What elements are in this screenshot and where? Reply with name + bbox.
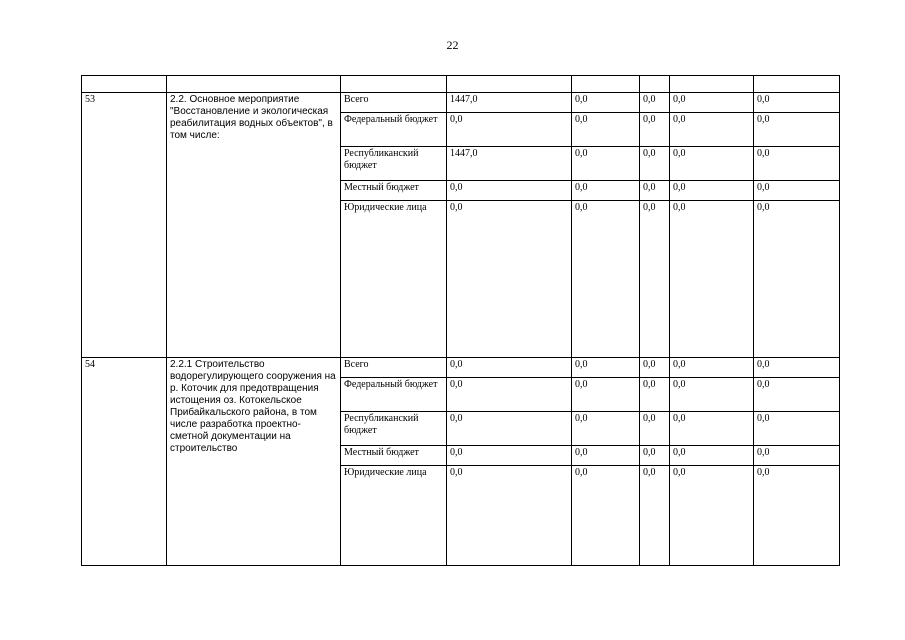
value-cell: 0,0 [670,378,754,412]
value-cell: 0,0 [670,358,754,378]
value-cell: 0,0 [670,181,754,201]
funding-source: Федеральный бюджет [341,378,447,412]
value-cell: 0,0 [754,201,840,358]
value-cell: 0,0 [640,446,670,466]
value-cell: 0,0 [572,113,640,147]
header-cell [640,76,670,93]
value-cell: 0,0 [640,147,670,181]
value-cell: 0,0 [640,412,670,446]
value-cell: 0,0 [572,201,640,358]
value-cell: 0,0 [447,201,572,358]
value-cell: 0,0 [670,466,754,566]
page-number: 22 [446,38,459,52]
funding-source: Федеральный бюджет [341,113,447,147]
value-cell: 1447,0 [447,93,572,113]
table-row [82,358,840,378]
value-cell: 0,0 [447,466,572,566]
header-cell [341,76,447,93]
funding-source: Местный бюджет [341,446,447,466]
value-cell: 0,0 [447,181,572,201]
value-cell: 0,0 [670,201,754,358]
value-cell: 0,0 [640,358,670,378]
value-cell: 0,0 [670,93,754,113]
value-cell: 0,0 [754,181,840,201]
funding-source: Всего [341,358,447,378]
value-cell: 0,0 [572,93,640,113]
value-cell: 0,0 [572,446,640,466]
value-cell: 0,0 [572,378,640,412]
value-cell: 0,0 [754,147,840,181]
value-cell: 0,0 [754,113,840,147]
header-cell [670,76,754,93]
funding-source: Всего [341,93,447,113]
value-cell: 0,0 [754,378,840,412]
value-cell: 0,0 [670,147,754,181]
value-cell: 0,0 [447,412,572,446]
value-cell: 0,0 [572,466,640,566]
value-cell: 0,0 [572,358,640,378]
value-cell: 0,0 [640,113,670,147]
value-cell: 0,0 [754,466,840,566]
value-cell: 0,0 [572,147,640,181]
table-header-row [82,76,840,93]
value-cell: 0,0 [754,446,840,466]
header-cell [167,76,341,93]
row-number: 53 [82,93,167,358]
value-cell: 0,0 [640,466,670,566]
value-cell: 0,0 [572,412,640,446]
value-cell: 0,0 [670,446,754,466]
value-cell: 0,0 [447,378,572,412]
funding-source: Республиканский бюджет [341,147,447,181]
budget-table [81,75,840,566]
funding-source: Местный бюджет [341,181,447,201]
funding-source: Юридические лица [341,466,447,566]
value-cell: 0,0 [447,446,572,466]
funding-source: Юридические лица [341,201,447,358]
value-cell: 0,0 [640,378,670,412]
row-number: 54 [82,358,167,566]
value-cell: 0,0 [640,201,670,358]
value-cell: 0,0 [640,93,670,113]
table-row [82,93,840,113]
value-cell: 0,0 [754,93,840,113]
header-cell [82,76,167,93]
value-cell: 1447,0 [447,147,572,181]
activity-title: 2.2.1 Строительство водорегулирующего сооружения на р. Коточик для предотвращения истощения оз. Котокельское Прибайкальского района, в том числе разработка проектно-сметной документации на строительство [167,358,341,566]
header-cell [754,76,840,93]
value-cell: 0,0 [670,113,754,147]
value-cell: 0,0 [640,181,670,201]
value-cell: 0,0 [447,358,572,378]
header-cell [572,76,640,93]
value-cell: 0,0 [754,412,840,446]
header-cell [447,76,572,93]
funding-source: Республиканский бюджет [341,412,447,446]
activity-title: 2.2. Основное мероприятие "Восстановление и экологическая реабилитация водных объектов", в том числе: [167,93,341,358]
value-cell: 0,0 [754,358,840,378]
value-cell: 0,0 [670,412,754,446]
value-cell: 0,0 [572,181,640,201]
value-cell: 0,0 [447,113,572,147]
